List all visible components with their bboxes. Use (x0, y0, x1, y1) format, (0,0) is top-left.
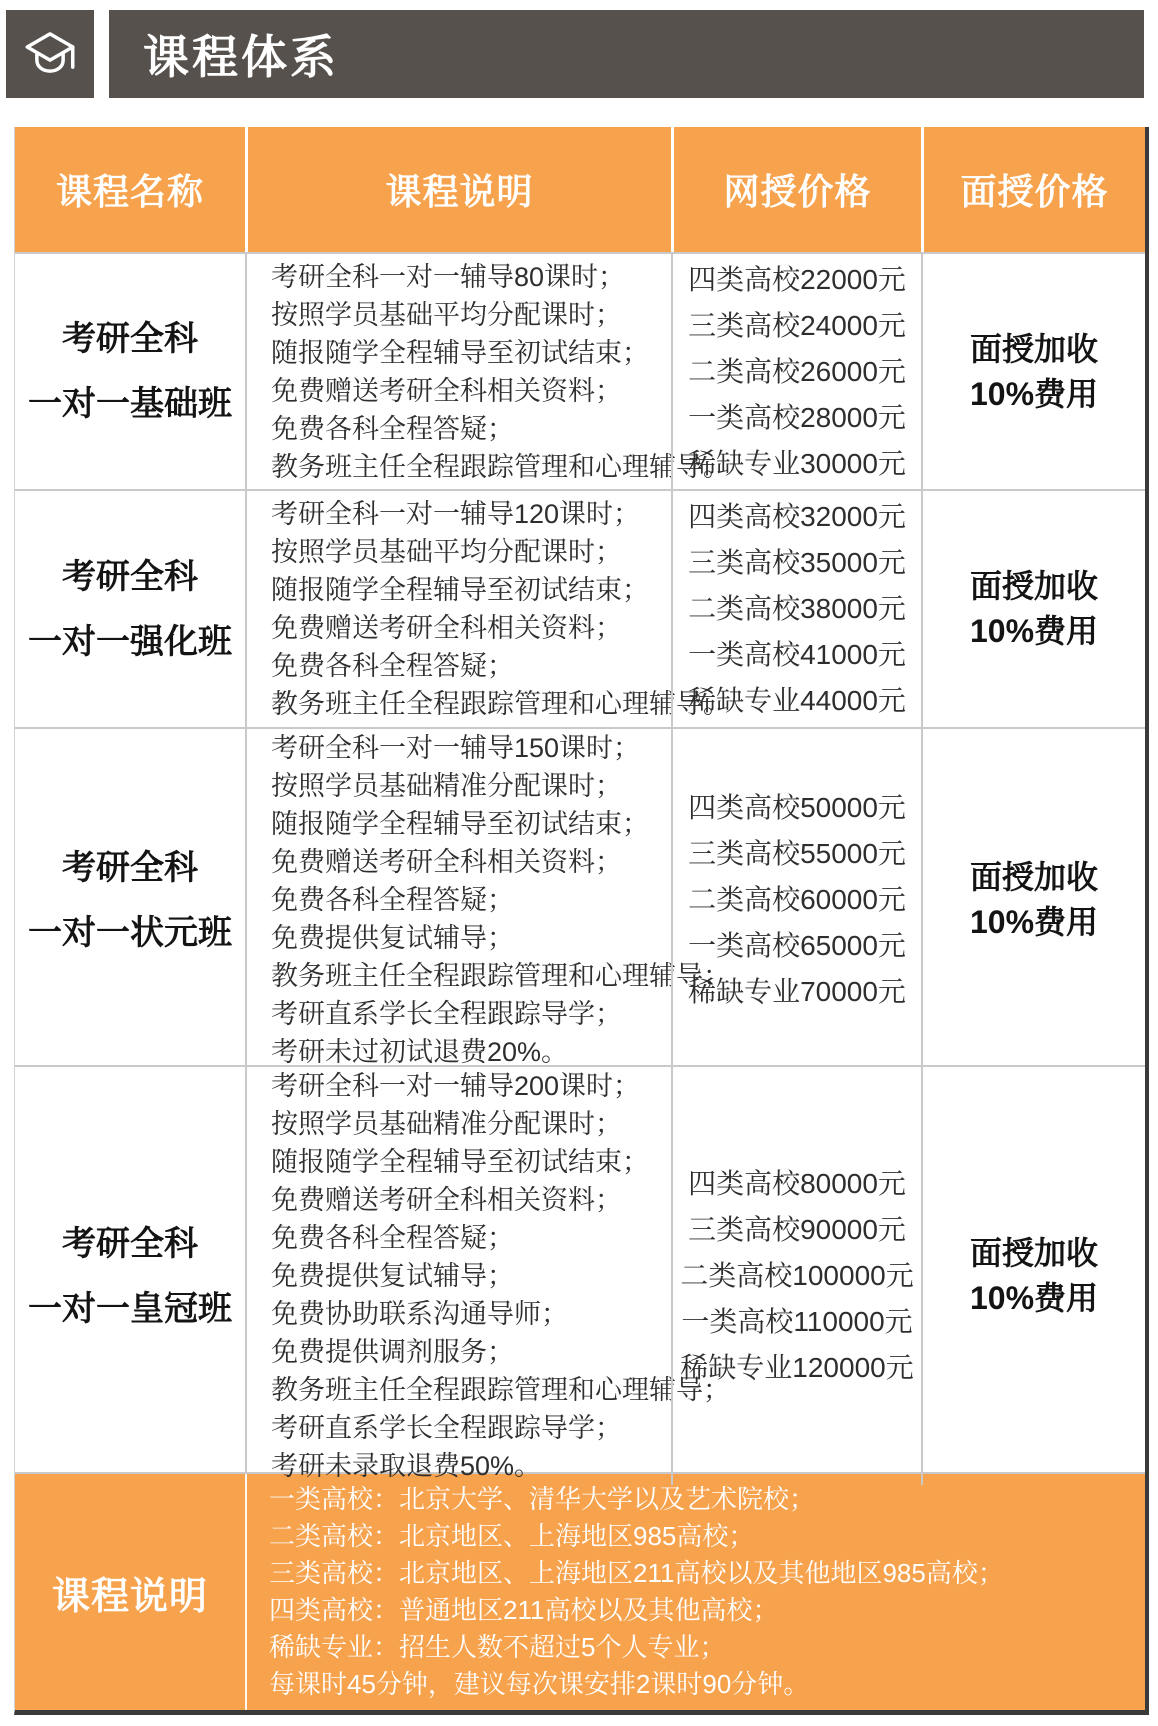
offline-price-cell (921, 1067, 1145, 1485)
text-line: 免费各科全程答疑； (271, 885, 514, 915)
text-line: 免费提供复试辅导； (271, 923, 514, 953)
text-line: 免费各科全程答疑； (271, 1223, 514, 1253)
course-name-line1: 考研全科 (62, 1224, 198, 1263)
text-line: 每课时45分钟，建议每次课安排2课时90分钟。 (269, 1669, 810, 1699)
text-line: 按照学员基础平均分配课时； (271, 537, 622, 567)
course-name-cell (15, 1067, 245, 1485)
column-header-course-name: 课程名称 (55, 171, 204, 212)
text-line: 四类高校32000元 (688, 501, 906, 532)
text-line: 稀缺专业30000元 (688, 447, 906, 479)
text-line: 考研未过初试退费20%。 (271, 1037, 569, 1067)
table-row (15, 727, 1145, 1065)
text-line: 稀缺专业：招生人数不超过5个人专业； (269, 1632, 726, 1662)
text-line: 教务班主任全程跟踪管理和心理辅导。 (271, 689, 730, 719)
footer-label: 课程说明 (51, 1575, 208, 1618)
table-row (15, 1065, 1145, 1481)
text-line: 一类高校：北京大学、清华大学以及艺术院校； (269, 1484, 816, 1514)
text-line: 考研全科一对一辅导150课时； (271, 733, 641, 763)
text-line: 面授加收 (969, 330, 1098, 367)
text-line: 按照学员基础精准分配课时； (271, 1109, 622, 1139)
text-line: 二类高校100000元 (680, 1260, 914, 1291)
text-line: 二类高校26000元 (688, 355, 906, 387)
course-name-cell (15, 254, 245, 489)
course-name-line1: 考研全科 (62, 320, 198, 358)
text-line: 随报随学全程辅导至初试结束； (271, 1147, 649, 1177)
text-line: 一类高校65000元 (688, 930, 906, 961)
text-line: 10%费用 (969, 375, 1099, 412)
text-line: 免费赠送考研全科相关资料； (271, 375, 622, 406)
column-header-offline-price: 面授价格 (921, 127, 1145, 252)
text-line: 免费提供调剂服务； (271, 1337, 514, 1367)
course-description-cell (245, 491, 730, 727)
graduation-cap-icon (22, 26, 78, 82)
course-description-cell (245, 1067, 730, 1485)
online-price-cell (671, 491, 921, 727)
text-line: 稀缺专业120000元 (680, 1352, 914, 1383)
text-line: 免费各科全程答疑； (271, 413, 514, 444)
text-line: 四类高校50000元 (688, 792, 906, 823)
text-line: 三类高校90000元 (688, 1214, 906, 1245)
text-line: 随报随学全程辅导至初试结束； (271, 575, 649, 605)
text-line: 四类高校22000元 (688, 263, 906, 295)
text-line: 一类高校41000元 (688, 639, 906, 670)
text-line: 10%费用 (969, 1280, 1099, 1316)
course-name-line2: 一对一皇冠班 (28, 1289, 232, 1328)
text-line: 考研全科一对一辅导120课时； (271, 499, 641, 529)
text-line: 面授加收 (969, 859, 1098, 895)
offline-price-cell (921, 491, 1145, 727)
text-line: 考研全科一对一辅导80课时； (271, 261, 626, 292)
course-description-cell (245, 254, 730, 489)
text-line: 10%费用 (969, 904, 1099, 940)
text-line: 二类高校60000元 (688, 884, 906, 915)
offline-price-cell (921, 729, 1145, 1071)
text-line: 考研全科一对一辅导200课时； (271, 1071, 641, 1101)
course-name-line1: 考研全科 (62, 848, 198, 887)
text-line: 稀缺专业44000元 (688, 685, 906, 716)
text-line: 免费协助联系沟通导师； (271, 1299, 568, 1329)
text-line: 教务班主任全程跟踪管理和心理辅导。 (271, 451, 730, 482)
text-line: 随报随学全程辅导至初试结束； (271, 809, 649, 839)
offline-price-cell (921, 254, 1145, 489)
table-header-row (15, 127, 1145, 252)
text-line: 按照学员基础精准分配课时； (271, 771, 622, 801)
text-line: 教务班主任全程跟踪管理和心理辅导； (271, 961, 730, 991)
text-line: 一类高校28000元 (688, 401, 906, 433)
course-name-line1: 考研全科 (62, 557, 198, 596)
logo-box (6, 10, 94, 98)
page-title: 课程体系 (143, 31, 339, 83)
text-line: 稀缺专业70000元 (688, 976, 906, 1007)
text-line: 考研直系学长全程跟踪导学； (271, 1413, 622, 1443)
text-line: 面授加收 (969, 568, 1098, 604)
text-line: 免费提供复试辅导； (271, 1261, 514, 1291)
course-name-cell (15, 729, 245, 1071)
text-line: 二类高校38000元 (688, 593, 906, 624)
text-line: 一类高校110000元 (681, 1306, 913, 1337)
column-header-online-price: 网授价格 (671, 127, 921, 252)
text-line: 按照学员基础平均分配课时； (271, 299, 622, 330)
text-line: 免费赠送考研全科相关资料； (271, 847, 622, 877)
text-line: 考研直系学长全程跟踪导学； (271, 999, 622, 1029)
table-footer-row (15, 1472, 1145, 1710)
text-line: 三类高校55000元 (688, 838, 906, 869)
table-row (15, 252, 1145, 489)
text-line: 三类高校35000元 (688, 547, 906, 578)
footer-notes (245, 1474, 1145, 1710)
top-banner (6, 10, 1144, 98)
text-line: 面授加收 (969, 1235, 1098, 1271)
text-line: 10%费用 (969, 613, 1099, 649)
text-line: 三类高校：北京地区、上海地区211高校以及其他地区985高校； (269, 1558, 1004, 1588)
text-line: 免费各科全程答疑； (271, 651, 514, 681)
text-line: 二类高校：北京地区、上海地区985高校； (269, 1521, 755, 1551)
column-header-course-description: 课程说明 (245, 127, 671, 252)
text-line: 随报随学全程辅导至初试结束； (271, 337, 649, 368)
text-line: 四类高校：普通地区211高校以及其他高校； (269, 1595, 779, 1625)
course-description-cell (245, 729, 730, 1071)
course-name-line2: 一对一强化班 (28, 622, 232, 661)
online-price-cell (671, 254, 921, 489)
table-row (15, 489, 1145, 727)
text-line: 四类高校80000元 (688, 1168, 906, 1199)
course-pricing-table (14, 127, 1149, 1715)
course-name-line2: 一对一状元班 (28, 913, 232, 952)
title-bar (109, 10, 1144, 98)
course-name-cell (15, 491, 245, 727)
online-price-cell (671, 1067, 921, 1485)
text-line: 免费赠送考研全科相关资料； (271, 1185, 622, 1215)
text-line: 教务班主任全程跟踪管理和心理辅导； (271, 1375, 730, 1405)
online-price-cell (671, 729, 921, 1071)
text-line: 三类高校24000元 (688, 309, 906, 341)
text-line: 免费赠送考研全科相关资料； (271, 613, 622, 643)
text-line: 考研未录取退费50%。 (271, 1451, 542, 1481)
course-name-line2: 一对一基础班 (28, 385, 232, 423)
